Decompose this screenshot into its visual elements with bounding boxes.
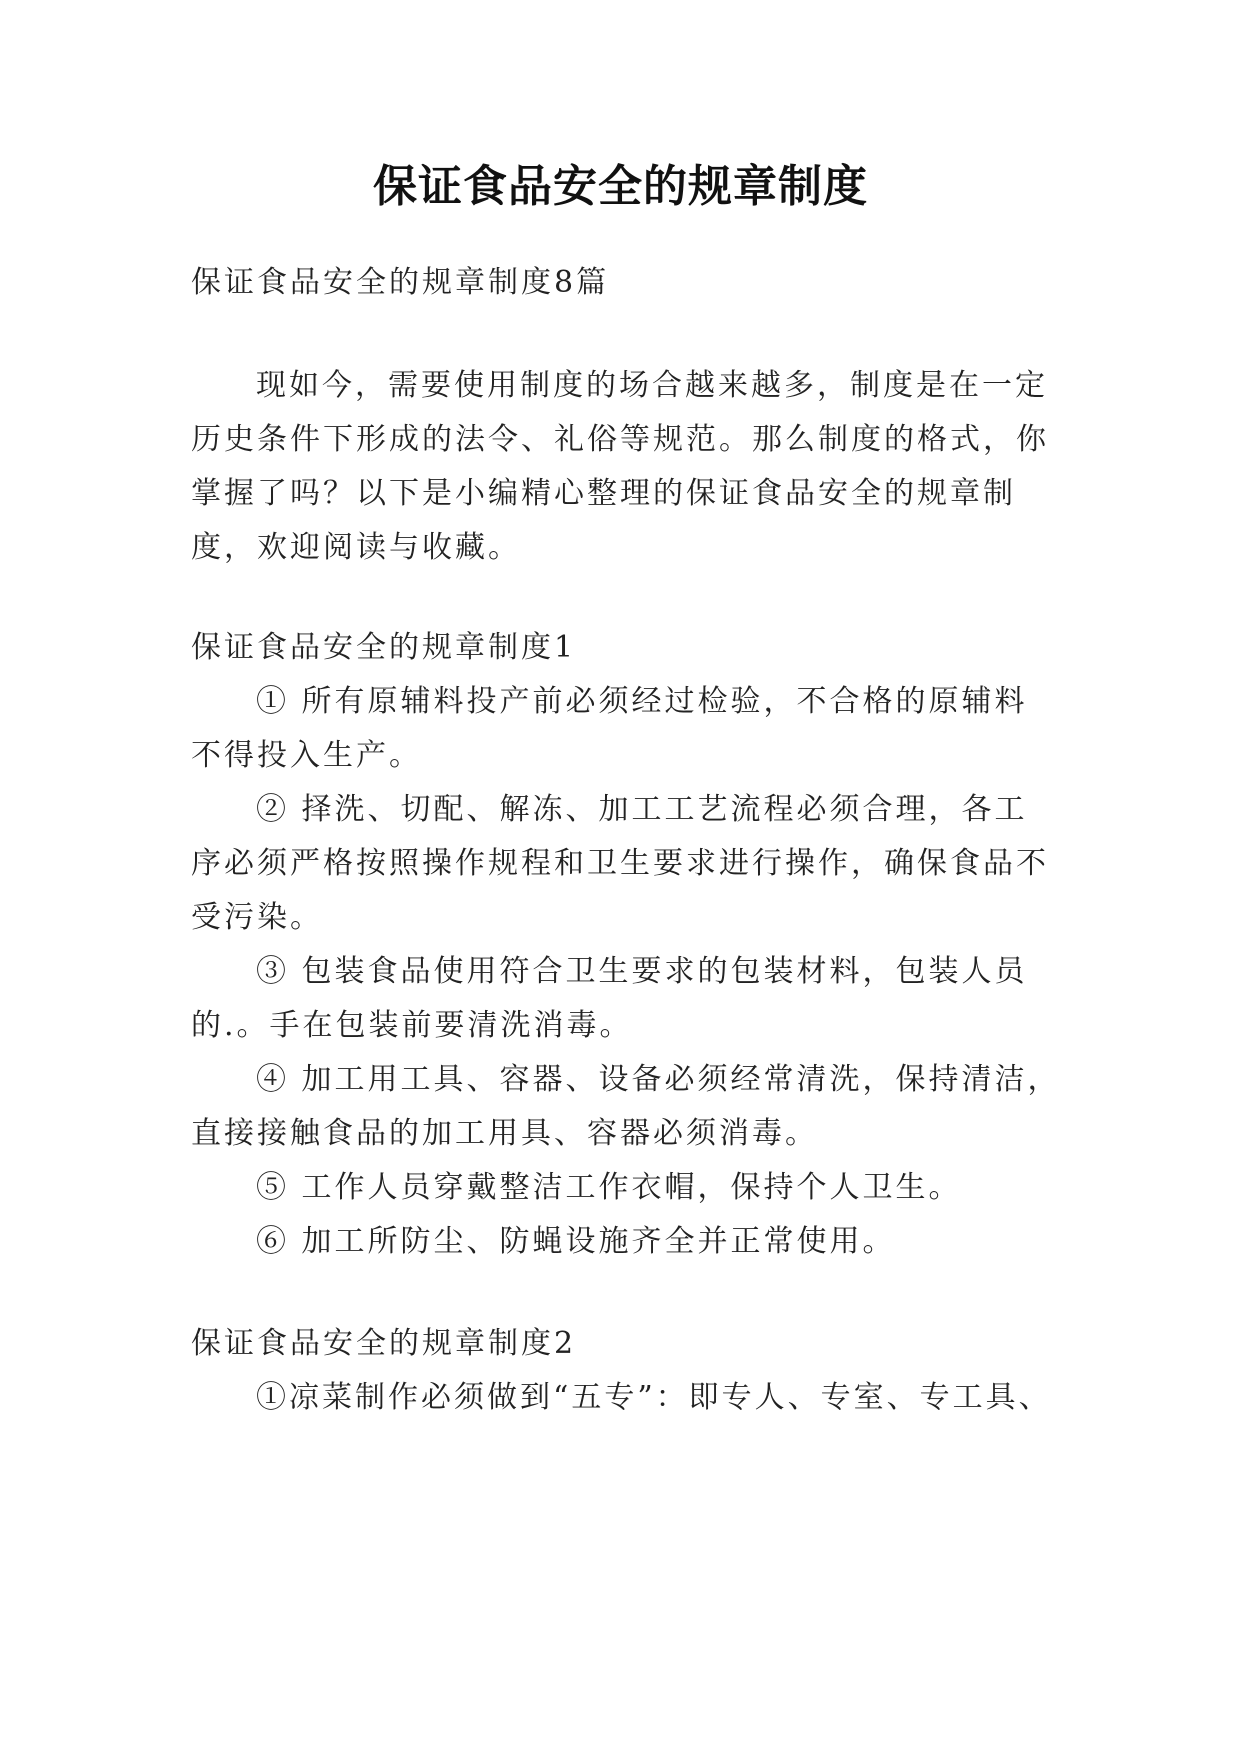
intro-line: 度，欢迎阅读与收藏。 [191,530,521,565]
paragraph-line: 受污染。 [191,900,323,935]
paragraph-line: ① 所有原辅料投产前必须经过检验，不合格的原辅料 [256,684,1028,719]
paragraph-line: 序必须严格按照操作规程和卫生要求进行操作，确保食品不 [191,846,1049,881]
paragraph-line: ④ 加工用工具、容器、设备必须经常清洗，保持清洁， [256,1062,1061,1097]
document-subtitle: 保证食品安全的规章制度8篇 [191,265,610,300]
section-heading: 保证食品安全的规章制度1 [191,630,577,665]
paragraph-line: ③ 包装食品使用符合卫生要求的包装材料，包装人员 [256,954,1028,989]
paragraph-line: 的.。手在包装前要清洗消毒。 [191,1008,633,1043]
section-heading: 保证食品安全的规章制度2 [191,1326,577,1361]
paragraph-line: 不得投入生产。 [191,738,422,773]
paragraph-line: ② 择洗、切配、解冻、加工工艺流程必须合理，各工 [256,792,1028,827]
intro-line: 现如今，需要使用制度的场合越来越多，制度是在一定 [256,368,1048,403]
paragraph-line: ⑤ 工作人员穿戴整洁工作衣帽，保持个人卫生。 [256,1170,962,1205]
intro-line: 历史条件下形成的法令、礼俗等规范。那么制度的格式，你 [191,422,1049,457]
intro-line: 掌握了吗？以下是小编精心整理的保证食品安全的规章制 [191,476,1016,511]
document-title: 保证食品安全的规章制度 [373,161,868,212]
paragraph-line: ⑥ 加工所防尘、防蝇设施齐全并正常使用。 [256,1224,896,1259]
paragraph-line: 直接接触食品的加工用具、容器必须消毒。 [191,1116,818,1151]
paragraph-line: ①凉菜制作必须做到“五专”：即专人、专室、专工具、 [256,1380,1052,1415]
